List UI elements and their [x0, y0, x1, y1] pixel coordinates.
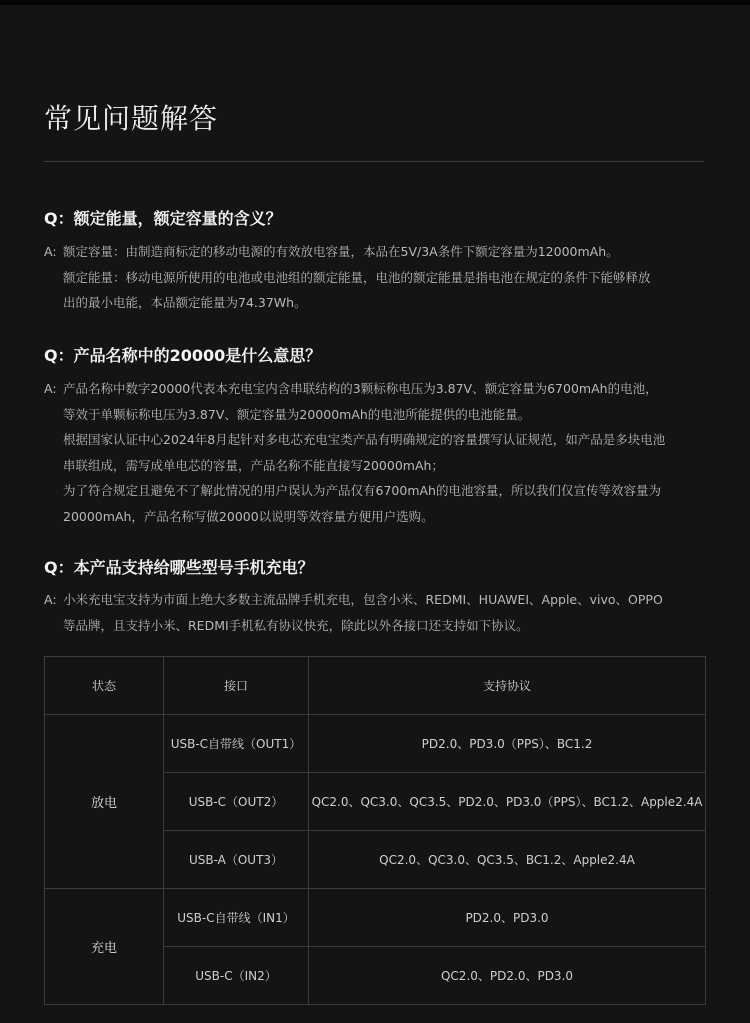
- state-cell-discharge: 放电: [45, 715, 164, 889]
- protocols-cell: PD2.0、PD3.0: [309, 889, 706, 947]
- top-bar: [0, 0, 750, 5]
- page-title: 常见问题解答: [44, 102, 219, 135]
- answer-mark: A:: [44, 244, 57, 259]
- answer-line: 等效于单颗标称电压为3.87V、额定容量为20000mAh的电池所能提供的电池能量。: [63, 406, 531, 422]
- faq-question-1: Q：额定能量，额定容量的含义？: [44, 209, 282, 228]
- header-state: 状态: [45, 657, 164, 715]
- answer-text: 小米充电宝支持为市面上绝大多数主流品牌手机充电，包含小米、REDMI、HUAWEI、Apple、vivo、OPPO: [63, 592, 663, 607]
- faq-answer-1: [44, 239, 724, 316]
- protocols-cell: QC2.0、QC3.0、QC3.5、PD2.0、PD3.0（PPS）、BC1.2、Apple2.4A: [309, 773, 706, 831]
- answer-line: 出的最小电能，本品额定能量为74.37Wh。: [63, 295, 307, 310]
- answer-line: 串联组成，需写成单电芯的容量，产品名称不能直接写20000mAh；: [63, 457, 444, 473]
- table-header-row: [45, 657, 706, 715]
- answer-text: 额定容量：由制造商标定的移动电源的有效放电容量，本品在5V/3A条件下额定容量为12000mAh。: [63, 244, 619, 259]
- faq-question-2: Q：产品名称中的20000是什么意思？: [44, 346, 322, 365]
- port-cell: USB-C自带线（OUT1）: [164, 715, 309, 773]
- answer-mark: A:: [44, 381, 57, 396]
- faq-answer-3: [44, 587, 724, 638]
- protocols-cell: QC2.0、QC3.0、QC3.5、BC1.2、Apple2.4A: [309, 831, 706, 889]
- port-cell: USB-A（OUT3）: [164, 831, 309, 889]
- protocols-cell: QC2.0、PD2.0、PD3.0: [309, 947, 706, 1005]
- answer-line: [44, 376, 724, 402]
- answer-text: 产品名称中数字20000代表本充电宝内含串联结构的3颗标称电压为3.87V、额定容量为6700mAh的电池，: [63, 381, 658, 396]
- answer-line: [44, 587, 724, 613]
- answer-line: [44, 239, 724, 265]
- faq-question-3: Q：本产品支持给哪些型号手机充电？: [44, 558, 314, 577]
- port-cell: USB-C自带线（IN1）: [164, 889, 309, 947]
- state-cell-charge: 充电: [45, 889, 164, 1005]
- header-port: 接口: [164, 657, 309, 715]
- faq-answer-2: [44, 376, 724, 529]
- protocol-table: [44, 656, 706, 1005]
- protocols-cell: PD2.0、PD3.0（PPS）、BC1.2: [309, 715, 706, 773]
- answer-line: 等品牌，且支持小米、REDMI手机私有协议快充，除此以外各接口还支持如下协议。: [63, 617, 529, 633]
- answer-mark: A:: [44, 592, 57, 607]
- table-row: [45, 715, 706, 773]
- header-protocols: 支持协议: [309, 657, 706, 715]
- answer-line: 根据国家认证中心2024年8月起针对多电芯充电宝类产品有明确规定的容量撰写认证规范，如产品是多块电池: [63, 432, 666, 447]
- table-row: [45, 889, 706, 947]
- port-cell: USB-C（OUT2）: [164, 773, 309, 831]
- port-cell: USB-C（IN2）: [164, 947, 309, 1005]
- answer-line: 为了符合规定且避免不了解此情况的用户误认为产品仅有6700mAh的电池容量，所以我们仅宣传等效容量为: [63, 483, 661, 498]
- answer-line: 额定能量：移动电源所使用的电池或电池组的额定能量，电池的额定能量是指电池在规定的条件下能够释放: [63, 269, 651, 285]
- answer-line: 20000mAh，产品名称写做20000以说明等效容量方便用户选购。: [63, 508, 434, 524]
- title-divider: [44, 161, 704, 162]
